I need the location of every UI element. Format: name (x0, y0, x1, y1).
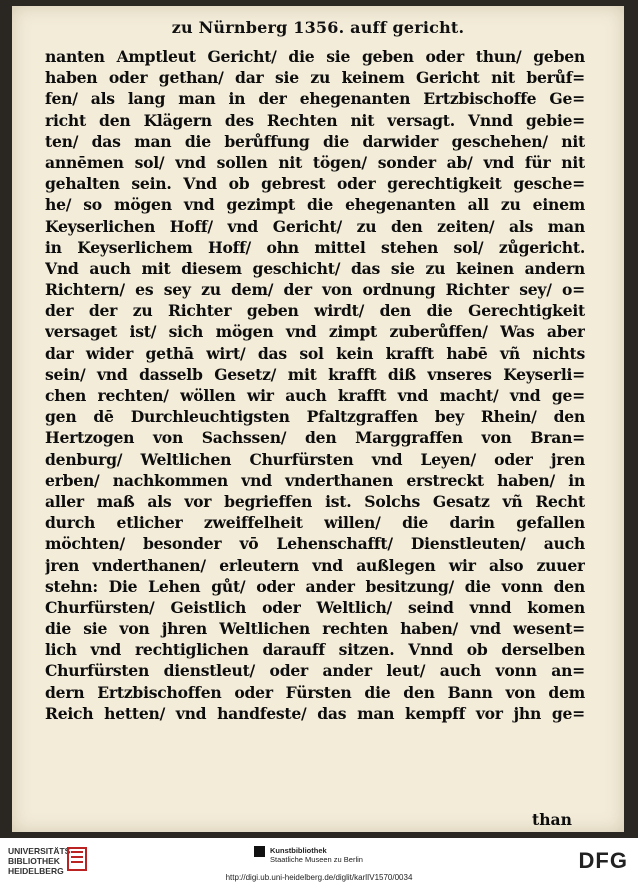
text-line: die sie von jhren Weltlichen rechten haben/ vnd wesent= (45, 619, 585, 639)
text-line: der der zu Richter geben wirdt/ den die Gerechtigkeit (45, 301, 585, 321)
text-line: chen rechten/ wöllen wir auch krafft vnd macht/ vnd ge= (45, 386, 585, 405)
kunstbibliothek-subtitle: Staatliche Museen zu Berlin (270, 855, 363, 864)
text-line: Vnd auch mit diesem geschicht/ das sie zu keinen andern (45, 258, 585, 278)
library-emblem-icon (66, 846, 88, 872)
text-line: annēmen sol/ vnd sollen nit tögen/ sonder ab/ vnd für nit (45, 152, 585, 172)
university-library-name: UNIVERSITÄTS- BIBLIOTHEK HEIDELBERG (8, 846, 74, 876)
text-line: möchten/ besonder vō Lehenschafft/ Dienstleuten/ auch (45, 534, 585, 554)
source-url-link[interactable]: http://digi.ub.uni-heidelberg.de/diglit/karlIV1570/0034 (225, 873, 413, 882)
text-line: richt den Klägern des Rechten nit versagt. Vnnd gebie= (45, 110, 585, 130)
text-line: durch etlicher zweiffelheit willen/ die darin gefallen (45, 513, 585, 533)
university-library-logo[interactable] (8, 846, 74, 876)
text-line: sein/ vnd dasselb Gesetz/ mit krafft diß vnseres Keyserli= (45, 364, 585, 384)
page-text-body (45, 46, 585, 724)
text-line: Churfürsten/ Geistlich oder Weltlich/ seind vnnd komen (45, 597, 585, 617)
text-line: lich vnd rechtiglichen darauff sitzen. Vnnd ob derselben (45, 640, 585, 660)
text-line: versaget ist/ sich mögen vnd zimpt zuberůffen/ Was aber (45, 322, 585, 342)
book-page (12, 6, 624, 832)
text-line: dern Ertzbischoffen oder Fürsten die den Bann von dem (45, 682, 585, 702)
catchword: than (532, 810, 572, 829)
text-line: Richtern/ es sey zu dem/ der von ordnung Richter sey/ o= (45, 280, 585, 300)
text-line: denburg/ Weltlichen Churfürsten vnd Leyen/ oder jren (45, 449, 585, 469)
dfg-logo[interactable]: DFG (578, 848, 628, 873)
footer-bar (0, 838, 638, 886)
museum-square-icon (254, 846, 265, 857)
text-line: fen/ als lang man in der ehegenanten Ertzbischoffe Ge= (45, 89, 585, 109)
text-line: gehalten sein. Vnd ob gebrest oder gerechtigkeit gesche= (45, 174, 585, 194)
text-line: he/ so mögen vnd gezimpt die ehegenanten all zu einem (45, 195, 585, 215)
running-heading: zu Nürnberg 1356. auff gericht. (171, 18, 465, 37)
text-line: aller maß als vor begrieffen ist. Solchs Gesatz vñ Recht (45, 491, 585, 511)
text-line: Keyserlichen Hoff/ vnd Gericht/ zu den zeiten/ als man (45, 216, 585, 236)
text-line: in Keyserlichem Hoff/ ohn mittel stehen sol/ zůgericht. (45, 237, 585, 257)
text-line: Churfürsten dienstleut/ oder ander leut/ auch vonn an= (45, 661, 585, 681)
text-line: Hertzogen von Sachssen/ den Marggraffen von Bran= (45, 428, 585, 448)
text-line: stehn: Die Lehen gůt/ oder ander besitzung/ die vonn den (45, 576, 585, 596)
text-line: jren vnderthanen/ erleutern vnd außlegen wir also zuuer (45, 555, 585, 575)
text-line: haben oder gethan/ dar sie zu keinem Gericht nit berůf= (45, 68, 585, 88)
text-line: gen dē Durchleuchtigsten Pfaltzgraffen bey Rhein/ den (45, 407, 585, 427)
text-line: erben/ nachkommen vnd vnderthanen erstreckt haben/ in (45, 470, 585, 490)
kunstbibliothek-title: Kunstbibliothek (270, 846, 327, 855)
text-line: Reich hetten/ vnd handfeste/ das man kempff vor jhn ge= (45, 703, 585, 723)
text-line: ten/ das man die berůffung die darwider geschehen/ nit (45, 131, 585, 151)
text-line: nanten Amptleut Gericht/ die sie geben oder thun/ geben (45, 47, 585, 66)
kunstbibliothek-logo[interactable] (270, 846, 363, 864)
text-line: dar wider gethā wirt/ das sol kein krafft habē vñ nichts (45, 343, 585, 363)
